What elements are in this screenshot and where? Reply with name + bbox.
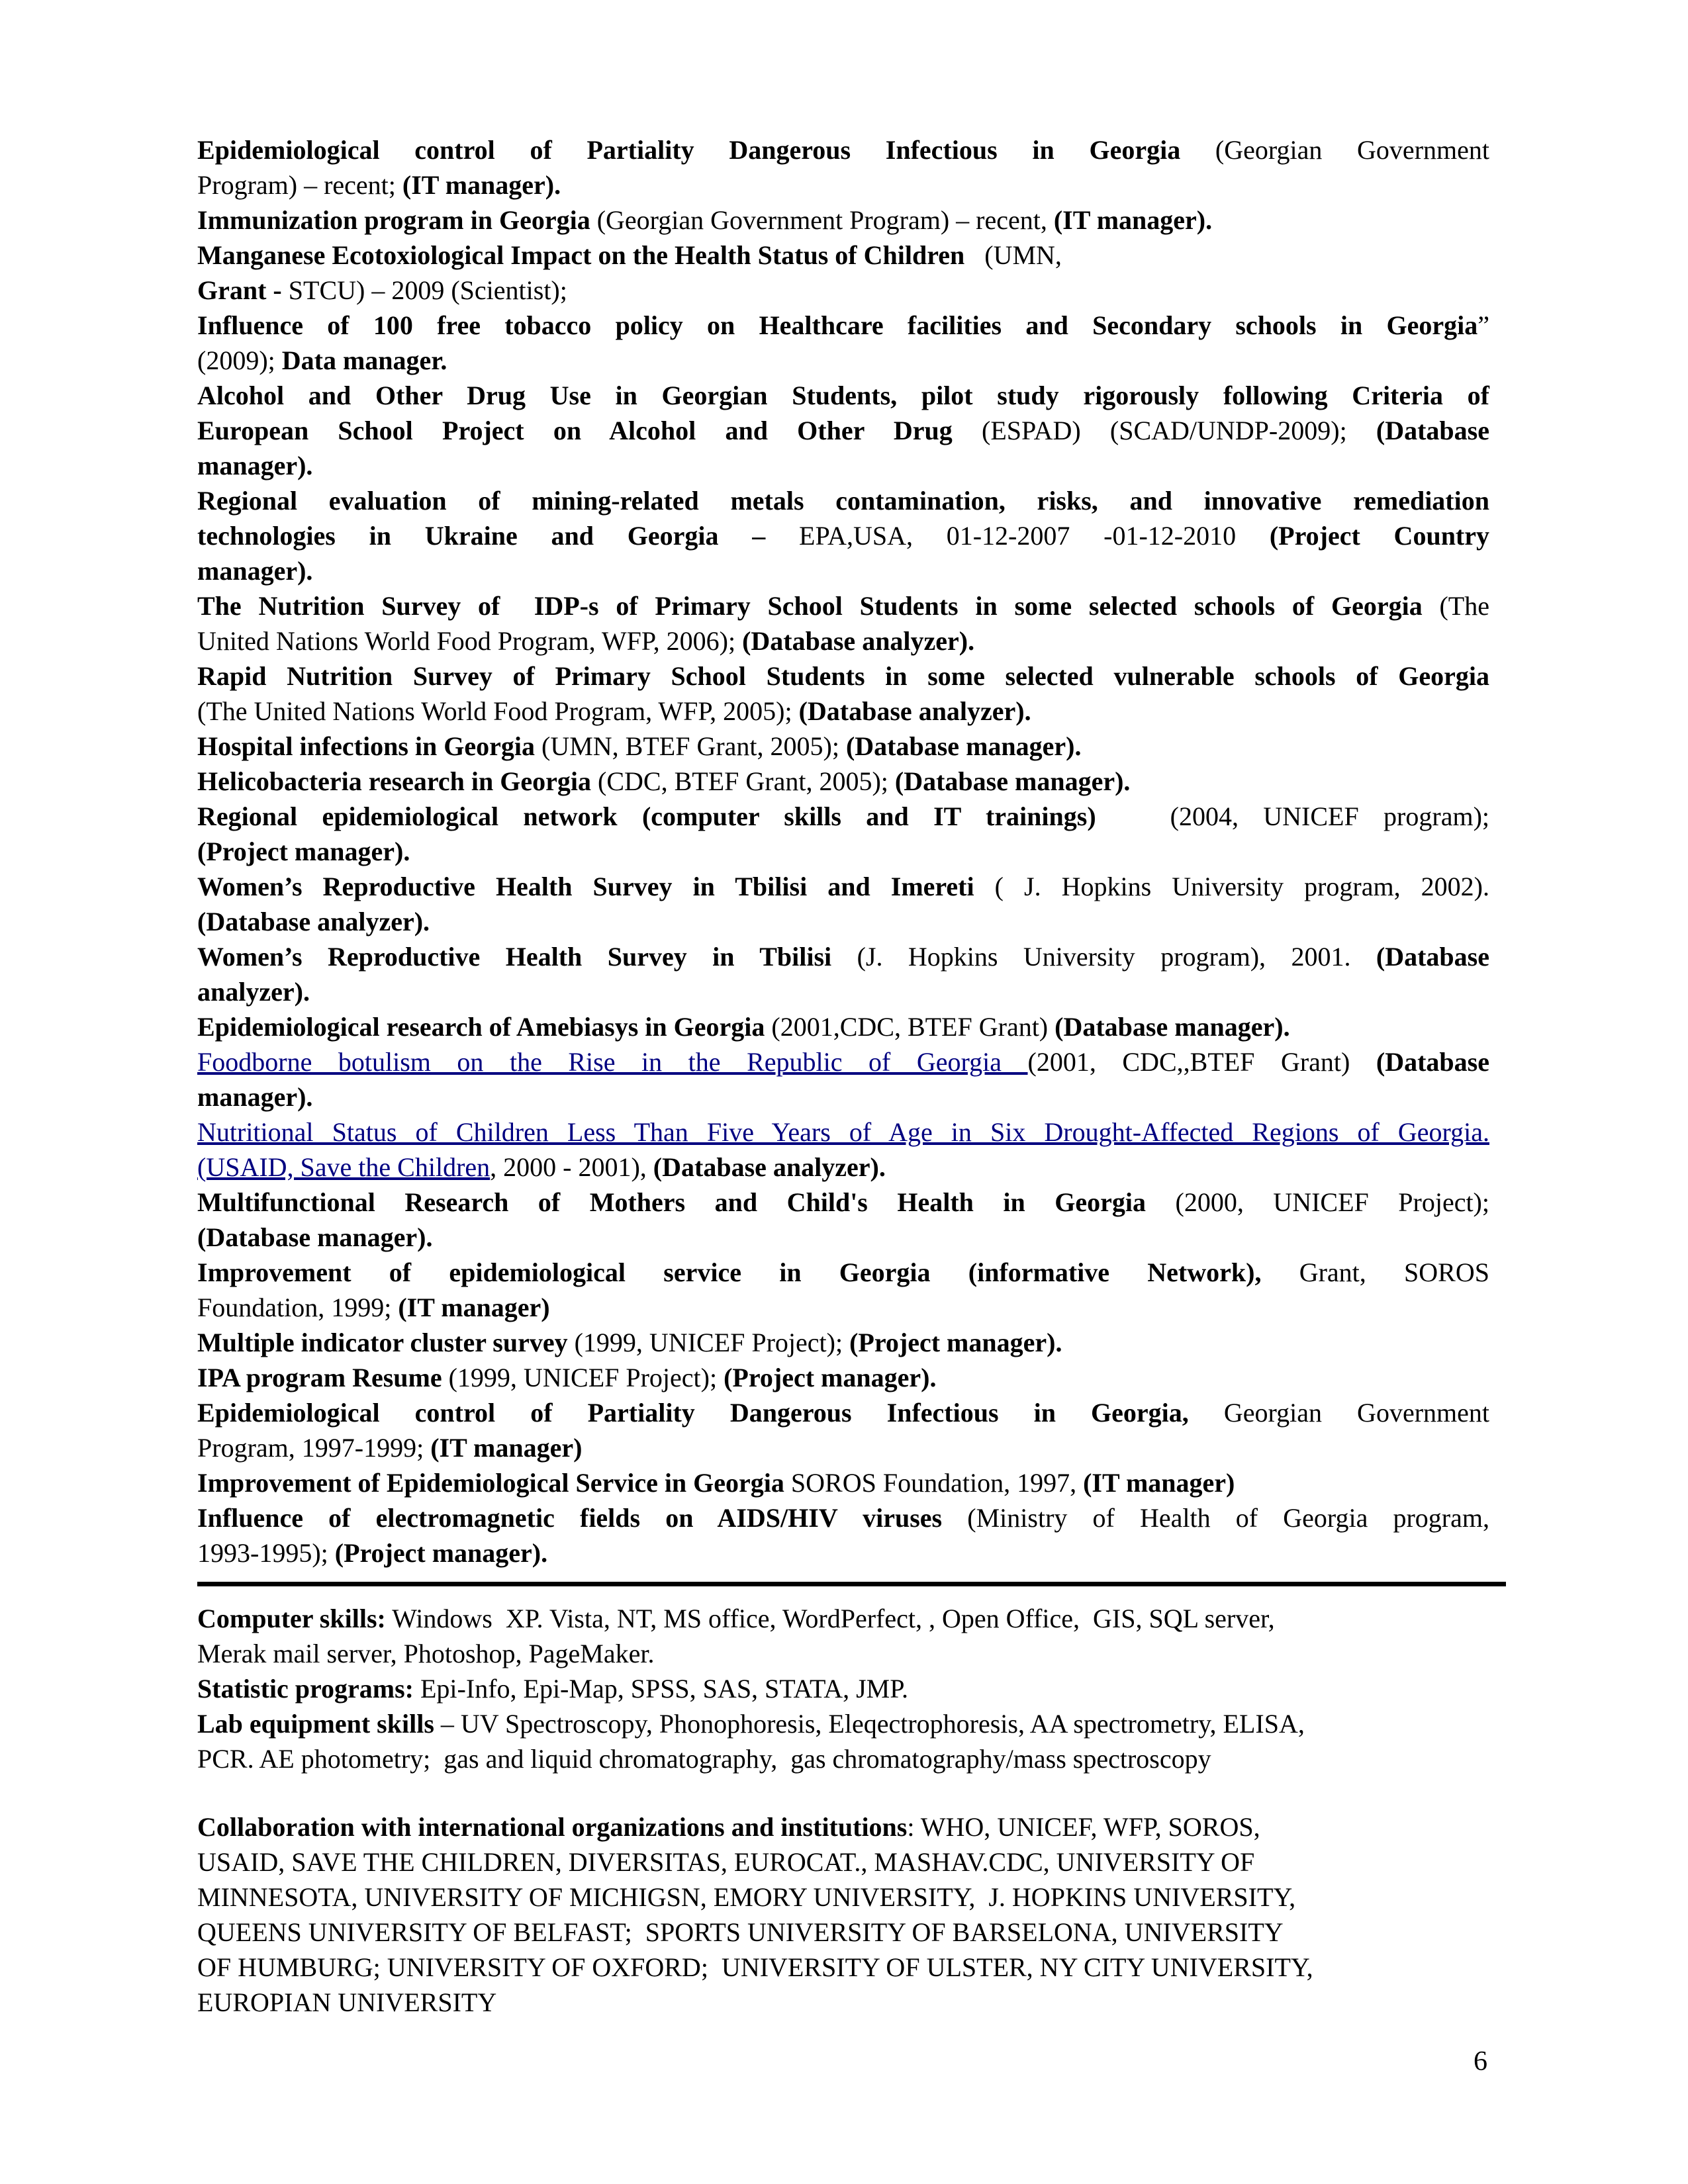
bold-text: (Database manager). [1055, 1012, 1290, 1042]
bold-text: Multifunctional Research of Mothers and Child's Health in Georgia [197, 1187, 1146, 1217]
text-line [197, 1465, 1489, 1500]
bold-text: Computer skills: [197, 1604, 386, 1633]
text-line [197, 1290, 1489, 1325]
text-line [197, 1430, 1489, 1465]
text-line [197, 1985, 1489, 2020]
bold-text: manager). [197, 1082, 313, 1112]
bold-text: (Database manager). [197, 1222, 433, 1252]
regular-text: (The United Nations World Food Program, WFP, 2005); [197, 696, 799, 726]
regular-text: (CDC, BTEF Grant, 2005); [591, 766, 895, 796]
bold-text: Statistic programs: [197, 1674, 414, 1704]
regular-text: (1999, UNICEF Project); [567, 1328, 850, 1357]
section-divider [197, 1582, 1506, 1586]
text-line [197, 1844, 1489, 1880]
bold-text: Women’s Reproductive Health Survey in Tbilisi and Imereti [197, 872, 974, 901]
bold-text: Epidemiological control of Partiality Dangerous Infectious in Georgia, [197, 1398, 1189, 1428]
bold-text: The Nutrition Survey of IDP-s of Primary School Students in some selected schools of Georgia [197, 591, 1423, 621]
regular-text: (UMN, BTEF Grant, 2005); [535, 731, 846, 761]
text-line [197, 1741, 1489, 1776]
regular-text: 1993-1995); [197, 1538, 335, 1568]
hyperlink[interactable]: Foodborne botulism on the Rise in the Republic of Georgia [197, 1047, 1028, 1077]
regular-text: , 2000 - 2001), [490, 1152, 653, 1182]
text-line [197, 413, 1489, 448]
regular-text: SOROS Foundation, 1997, [784, 1468, 1084, 1498]
text-line [197, 1809, 1489, 1844]
text-line [197, 448, 1489, 483]
bold-text: (Database manager). [894, 766, 1131, 796]
text-line [197, 1009, 1489, 1044]
text-line [197, 939, 1489, 974]
text-line [197, 869, 1489, 904]
bold-text: (Project manager). [849, 1328, 1062, 1357]
regular-text: (ESPAD) (SCAD/UNDP-2009); [952, 416, 1376, 445]
regular-text: (Georgian Government [1180, 135, 1489, 165]
bold-text: Rapid Nutrition Survey of Primary School Students in some selected vulnerable schools of Georgia [197, 661, 1489, 691]
hyperlink[interactable]: (USAID, Save the Children [197, 1152, 491, 1182]
text-line [197, 132, 1489, 167]
text-line [197, 1150, 1489, 1185]
text-line [197, 553, 1489, 588]
bold-text: Grant - [197, 275, 282, 305]
regular-text: Georgian Government [1188, 1398, 1490, 1428]
text-line [197, 1044, 1489, 1079]
bold-text: analyzer). [197, 977, 310, 1007]
text-line [197, 1915, 1489, 1950]
text-line [197, 1395, 1489, 1430]
text-line [197, 974, 1489, 1009]
text-line [197, 1880, 1489, 1915]
bold-text: (IT manager). [402, 170, 561, 200]
bold-text: IPA program Resume [197, 1363, 442, 1392]
regular-text: PCR. AE photometry; gas and liquid chromatography, gas chromatography/mass spectroscopy [197, 1744, 1211, 1774]
bold-text: Multiple indicator cluster survey [197, 1328, 568, 1357]
text-line [197, 518, 1489, 553]
regular-text: ( J. Hopkins University program, 2002). [974, 872, 1489, 901]
bold-text: Collaboration with international organizations and institutions [197, 1812, 908, 1842]
text-line [197, 799, 1489, 834]
regular-text: USAID, SAVE THE CHILDREN, DIVERSITAS, EUROCAT., MASHAV.CDC, UNIVERSITY OF [197, 1847, 1255, 1877]
bold-text: Alcohol and Other Drug Use in Georgian Students, pilot study rigorously following Criteria of [197, 381, 1489, 410]
bold-text: Manganese Ecotoxiological Impact on the Health Status of Children [197, 240, 965, 270]
bold-text: (Database analyzer). [653, 1152, 886, 1182]
bold-text: (Database analyzer). [742, 626, 975, 656]
bold-text: technologies in Ukraine and Georgia – [197, 521, 766, 551]
text-line [197, 238, 1489, 273]
regular-text: (2009); [197, 345, 282, 375]
regular-text: Foundation, 1999; [197, 1293, 399, 1322]
bold-text: (Database manager). [845, 731, 1082, 761]
bold-text: Influence of 100 free tobacco policy on Healthcare facilities and Secondary schools in Georgia [197, 310, 1478, 340]
bold-text: Influence of electromagnetic fields on AIDS/HIV viruses [197, 1503, 943, 1533]
regular-text: Merak mail server, Photoshop, PageMaker. [197, 1639, 655, 1668]
bold-text: Immunization program in Georgia [197, 205, 590, 235]
bold-text: (Project manager). [724, 1363, 937, 1392]
text-line [197, 273, 1489, 308]
bold-text: European School Project on Alcohol and Other Drug [197, 416, 953, 445]
bold-text: Epidemiological control of Partiality Dangerous Infectious in Georgia [197, 135, 1181, 165]
regular-text: Program, 1997-1999; [197, 1433, 431, 1463]
text-line [197, 904, 1489, 939]
regular-text: (2001, CDC,,BTEF Grant) [1027, 1047, 1376, 1077]
hyperlink[interactable]: Nutritional Status of Children Less Than Five Years of Age in Six Drought-Affected Regions of Georgia. [197, 1117, 1489, 1147]
text-line [197, 1185, 1489, 1220]
bold-text: (Database [1376, 942, 1489, 972]
regular-text: : WHO, UNICEF, WFP, SOROS, [907, 1812, 1260, 1842]
text-line [197, 1360, 1489, 1395]
page-number: 6 [1474, 2046, 1487, 2077]
bold-text: Data manager. [281, 345, 447, 375]
regular-text: United Nations World Food Program, WFP, 2006); [197, 626, 743, 656]
regular-text: – UV Spectroscopy, Phonophoresis, Eleqectrophoresis, AA spectrometry, ELISA, [434, 1709, 1305, 1739]
bold-text: Regional evaluation of mining-related metals contamination, risks, and innovative remediation [197, 486, 1489, 516]
regular-text: (1999, UNICEF Project); [442, 1363, 724, 1392]
collaboration-section [197, 1809, 1489, 2020]
regular-text: Windows XP. Vista, NT, MS office, WordPerfect, , Open Office, GIS, SQL server, [385, 1604, 1275, 1633]
text-line [197, 1220, 1489, 1255]
text-line [197, 378, 1489, 413]
bold-text: Improvement of epidemiological service in Georgia (informative Network), [197, 1257, 1262, 1287]
bold-text: Helicobacteria research in Georgia [197, 766, 592, 796]
regular-text: Grant, SOROS [1261, 1257, 1489, 1287]
regular-text: (The [1422, 591, 1489, 621]
skills-section [197, 1601, 1489, 1776]
text-line [197, 343, 1489, 378]
bold-text: (Project manager). [334, 1538, 548, 1568]
text-line [197, 1950, 1489, 1985]
text-line [197, 729, 1489, 764]
projects-section [197, 132, 1489, 1570]
regular-text: (UMN, [964, 240, 1062, 270]
regular-text: (2004, UNICEF program); [1096, 801, 1489, 831]
bold-text: Regional epidemiological network (computer skills and IT trainings) [197, 801, 1096, 831]
text-line [197, 308, 1489, 343]
text-line [197, 1601, 1489, 1636]
regular-text: EUROPIAN UNIVERSITY [197, 1987, 497, 2017]
bold-text: Epidemiological research of Amebiasys in Georgia [197, 1012, 765, 1042]
bold-text: (Project manager). [197, 837, 410, 866]
text-line [197, 623, 1489, 659]
text-line [197, 659, 1489, 694]
bold-text: (IT manager) [430, 1433, 583, 1463]
text-line [197, 1115, 1489, 1150]
regular-text: (2000, UNICEF Project); [1146, 1187, 1489, 1217]
regular-text: Program) – recent; [197, 170, 402, 200]
bold-text: (IT manager). [1053, 205, 1213, 235]
regular-text: Epi-Info, Epi-Map, SPSS, SAS, STATA, JMP. [414, 1674, 909, 1704]
regular-text: (J. Hopkins University program), 2001. [831, 942, 1376, 972]
bold-text: (IT manager) [398, 1293, 550, 1322]
text-line [197, 834, 1489, 869]
bold-text: Lab equipment skills [197, 1709, 434, 1739]
text-line [197, 1255, 1489, 1290]
text-line [197, 694, 1489, 729]
regular-text: ” [1477, 310, 1489, 340]
text-line [197, 1079, 1489, 1115]
regular-text: QUEENS UNIVERSITY OF BELFAST; SPORTS UNIVERSITY OF BARSELONA, UNIVERSITY [197, 1917, 1284, 1947]
text-line [197, 1671, 1489, 1706]
text-line [197, 1535, 1489, 1570]
regular-text: STCU) – 2009 (Scientist); [281, 275, 567, 305]
text-line [197, 167, 1489, 203]
document-body [197, 132, 1489, 2020]
bold-text: (Database [1376, 416, 1489, 445]
text-line [197, 1636, 1489, 1671]
regular-text: (Georgian Government Program) – recent, [590, 205, 1054, 235]
text-line [197, 1706, 1489, 1741]
bold-text: Women’s Reproductive Health Survey in Tbilisi [197, 942, 832, 972]
regular-text: OF HUMBURG; UNIVERSITY OF OXFORD; UNIVERSITY OF ULSTER, NY CITY UNIVERSITY, [197, 1952, 1313, 1982]
text-line [197, 1325, 1489, 1360]
bold-text: (IT manager) [1083, 1468, 1235, 1498]
bold-text: Hospital infections in Georgia [197, 731, 535, 761]
text-line [197, 764, 1489, 799]
regular-text: MINNESOTA, UNIVERSITY OF MICHIGSN, EMORY UNIVERSITY, J. HOPKINS UNIVERSITY, [197, 1882, 1296, 1912]
bold-text: manager). [197, 556, 313, 586]
regular-text: (2001,CDC, BTEF Grant) [765, 1012, 1055, 1042]
bold-text: (Project Country [1269, 521, 1490, 551]
text-line [197, 1500, 1489, 1535]
bold-text: (Database analyzer). [197, 907, 430, 936]
text-line [197, 203, 1489, 238]
text-line [197, 588, 1489, 623]
bold-text: manager). [197, 451, 313, 480]
bold-text: (Database [1376, 1047, 1489, 1077]
text-line [197, 483, 1489, 518]
bold-text: (Database analyzer). [798, 696, 1031, 726]
regular-text: (Ministry of Health of Georgia program, [942, 1503, 1489, 1533]
regular-text: EPA,USA, 01-12-2007 -01-12-2010 [765, 521, 1270, 551]
bold-text: Improvement of Epidemiological Service in Georgia [197, 1468, 784, 1498]
